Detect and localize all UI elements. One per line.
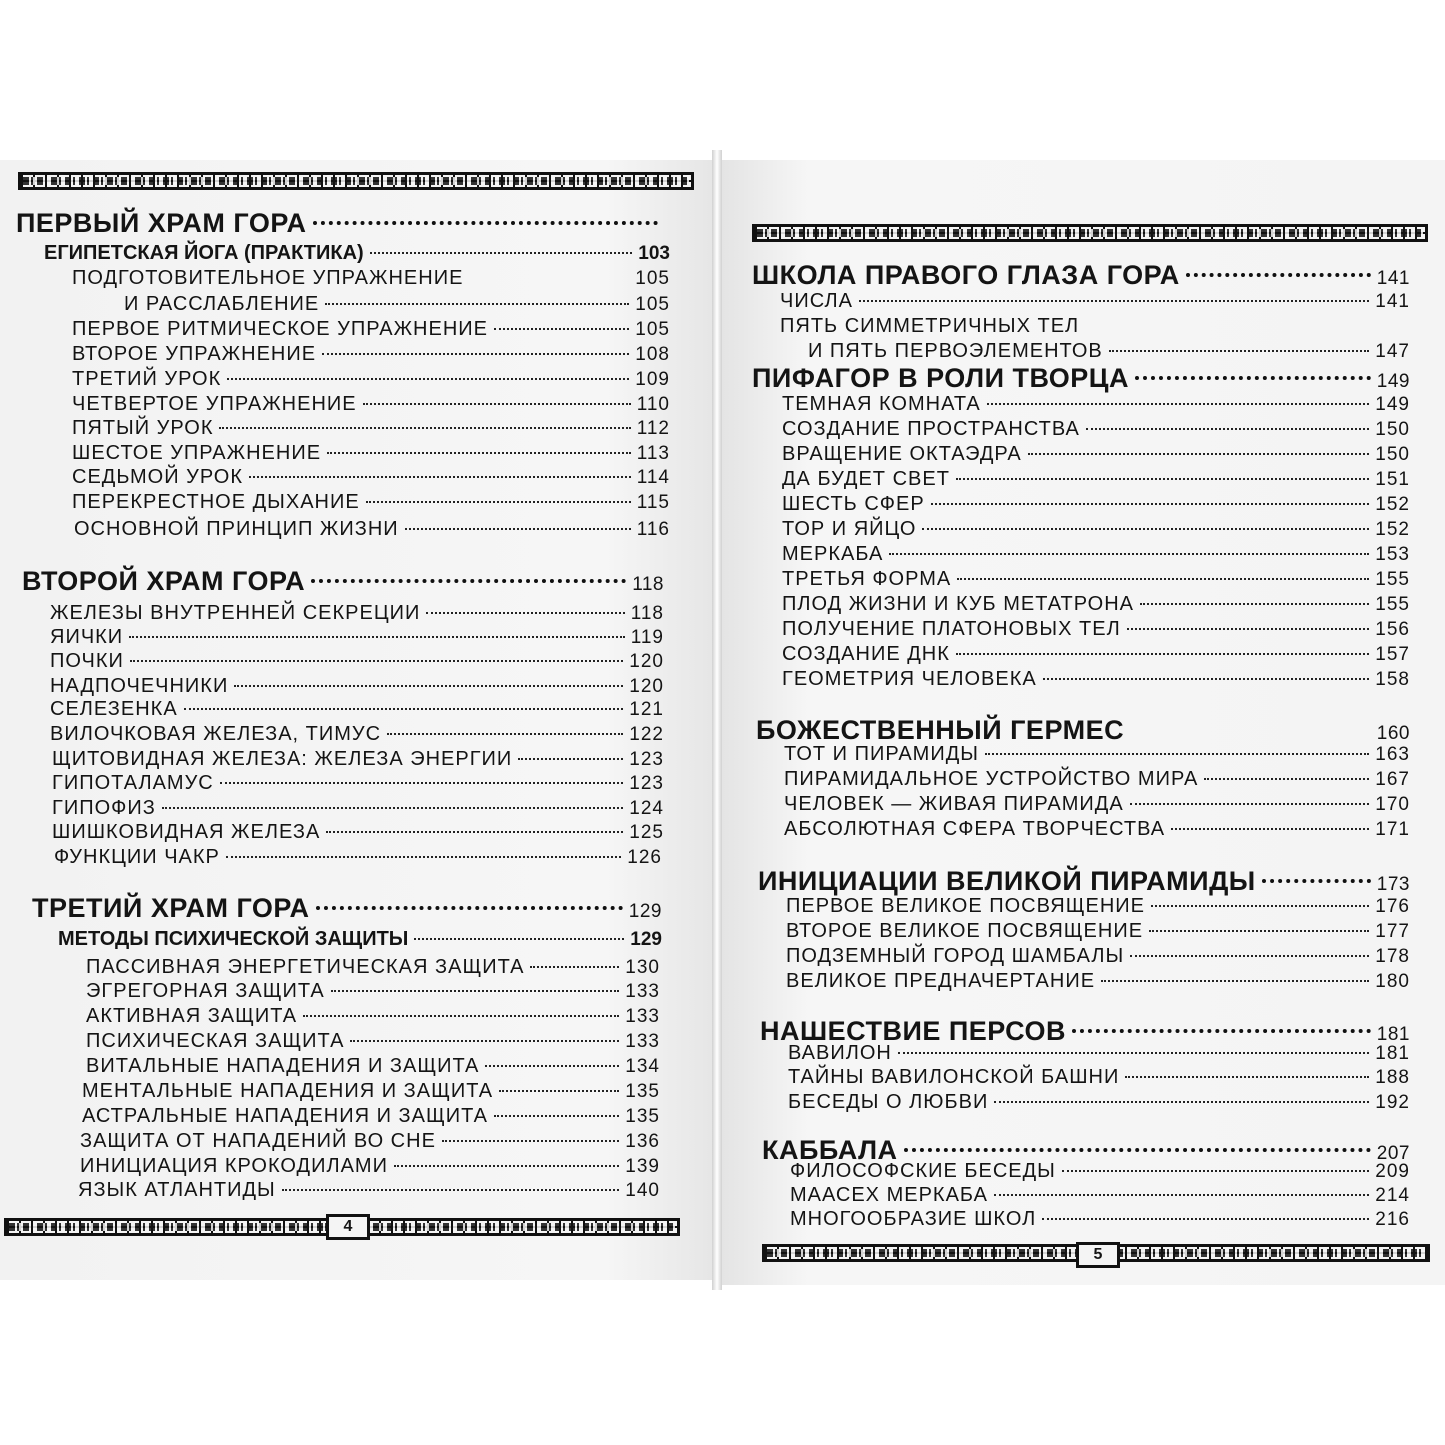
toc-entry-title: МААСЕХ МЕРКАБА — [790, 1184, 988, 1206]
toc-entry[interactable] — [74, 518, 670, 541]
toc-entry-title: МЕНТАЛЬНЫЕ НАПАДЕНИЯ И ЗАЩИТА — [82, 1080, 494, 1102]
toc-entry-title: АБСОЛЮТНАЯ СФЕРА ТВОРЧЕСТВА — [784, 818, 1166, 840]
toc-entry-page: 134 — [625, 1056, 660, 1077]
toc-entry-title: ПСИХИЧЕСКАЯ ЗАЩИТА — [86, 1030, 345, 1052]
toc-entry-title: ПЕРВЫЙ ХРАМ ГОРА — [16, 208, 307, 238]
toc-entry-title: ПЕРВОЕ РИТМИЧЕСКОЕ УПРАЖНЕНИЕ — [72, 318, 488, 340]
toc-entry[interactable] — [782, 618, 1410, 641]
toc-entry-title: ПЯТЬ СИММЕТРИЧНЫХ ТЕЛ — [780, 315, 1080, 337]
toc-entry[interactable] — [758, 866, 1410, 897]
toc-entry[interactable] — [786, 970, 1410, 993]
toc-entry[interactable] — [32, 893, 662, 924]
toc-entry[interactable] — [784, 768, 1410, 791]
toc-entry-page: 105 — [635, 268, 670, 289]
toc-entry-title: СЕЛЕЗЕНКА — [50, 698, 178, 720]
toc-entry-title: ЧЕТВЕРТОЕ УПРАЖНЕНИЕ — [72, 393, 357, 415]
toc-entry-page: 192 — [1375, 1092, 1410, 1113]
toc-entry[interactable] — [72, 442, 670, 465]
toc-entry[interactable] — [782, 668, 1410, 691]
toc-entry-title: ПЕРЕКРЕСТНОЕ ДЫХАНИЕ — [72, 491, 360, 513]
toc-entry-page: 114 — [636, 467, 670, 488]
toc-entry-title: И ПЯТЬ ПЕРВОЭЛЕМЕНТОВ — [808, 340, 1103, 362]
toc-entry[interactable] — [786, 920, 1410, 943]
toc-entry[interactable] — [72, 368, 670, 391]
toc-entry-title: МЕТОДЫ ПСИХИЧЕСКОЙ ЗАЩИТЫ — [58, 928, 409, 950]
toc-entry-page: 133 — [625, 1006, 660, 1027]
toc-entry-title: МНОГООБРАЗИЕ ШКОЛ — [790, 1208, 1037, 1230]
toc-entry-page: 207 — [1376, 1143, 1410, 1164]
toc-entry[interactable] — [72, 267, 670, 290]
toc-entry-page: 163 — [1375, 744, 1410, 765]
toc-entry-title: ТРЕТЬЯ ФОРМА — [782, 568, 952, 590]
toc-entry[interactable] — [124, 293, 670, 316]
toc-entry[interactable] — [782, 393, 1410, 416]
page-number: 5 — [1076, 1242, 1120, 1268]
toc-entry[interactable] — [86, 1055, 660, 1078]
toc-entry[interactable] — [80, 1130, 660, 1153]
toc-entry-page: 153 — [1375, 544, 1410, 565]
toc-entry-title: ВАВИЛОН — [788, 1042, 892, 1064]
toc-entry-title: ТАЙНЫ ВАВИЛОНСКОЙ БАШНИ — [788, 1066, 1120, 1088]
toc-entry-page: 178 — [1375, 946, 1410, 967]
toc-entry-page: 109 — [635, 369, 670, 390]
toc-entry-page: 118 — [630, 603, 664, 624]
toc-entry-title: ПОДЗЕМНЫЙ ГОРОД ШАМБАЛЫ — [786, 945, 1125, 967]
toc-entry-title: НАДПОЧЕЧНИКИ — [50, 675, 229, 697]
toc-entry[interactable] — [44, 242, 670, 265]
toc-entry-title: ПИФАГОР В РОЛИ ТВОРЦА — [752, 363, 1130, 393]
toc-entry[interactable] — [784, 743, 1410, 766]
toc-entry-title: ПИРАМИДАЛЬНОЕ УСТРОЙСТВО МИРА — [784, 768, 1199, 790]
toc-entry[interactable] — [788, 1042, 1410, 1065]
toc-entry-title: ПЕРВОЕ ВЕЛИКОЕ ПОСВЯЩЕНИЕ — [786, 895, 1145, 917]
toc-entry-title: ТОР И ЯЙЦО — [782, 518, 917, 540]
toc-entry[interactable] — [752, 363, 1410, 394]
toc-entry-page: 160 — [1376, 723, 1410, 744]
toc-entry[interactable] — [784, 818, 1410, 841]
toc-entry-page: 108 — [635, 344, 670, 365]
toc-entry[interactable] — [82, 1080, 660, 1103]
toc-entry-title: СОЗДАНИЕ ПРОСТРАНСТВА — [782, 418, 1080, 440]
toc-entry-page: 124 — [629, 798, 664, 819]
toc-entry[interactable] — [50, 723, 664, 746]
toc-entry-title: ЖЕЛЕЗЫ ВНУТРЕННЕЙ СЕКРЕЦИИ — [50, 602, 421, 624]
toc-entry[interactable] — [782, 443, 1410, 466]
toc-entry[interactable] — [784, 793, 1410, 816]
toc-entry[interactable] — [790, 1160, 1410, 1183]
toc-entry-page: 120 — [629, 651, 664, 672]
toc-entry-title: ЕГИПЕТСКАЯ ЙОГА (ПРАКТИКА) — [44, 242, 364, 264]
toc-entry-title: ЯИЧКИ — [50, 626, 124, 648]
toc-entry[interactable] — [786, 895, 1410, 918]
toc-entry-title: ШЕСТЬ СФЕР — [782, 493, 925, 515]
toc-entry-page: 173 — [1376, 874, 1410, 895]
toc-entry-page: 149 — [1376, 371, 1410, 392]
toc-entry-page: 140 — [625, 1180, 660, 1201]
toc-entry-title: АКТИВНАЯ ЗАЩИТА — [86, 1005, 298, 1027]
toc-entry-page: 188 — [1375, 1067, 1410, 1088]
toc-entry-title: ШЕСТОЕ УПРАЖНЕНИЕ — [72, 442, 322, 464]
page-number: 4 — [326, 1214, 370, 1240]
toc-entry-page: 120 — [629, 676, 664, 697]
toc-entry[interactable] — [72, 393, 670, 416]
toc-entry-title: АСТРАЛЬНЫЕ НАПАДЕНИЯ И ЗАЩИТА — [82, 1105, 488, 1127]
toc-entry[interactable] — [72, 466, 670, 489]
toc-entry[interactable] — [788, 1091, 1410, 1114]
toc-entry-page: 105 — [635, 319, 670, 340]
toc-entry-title: ТЕМНАЯ КОМНАТА — [782, 393, 981, 415]
toc-entry-title: КАББАЛА — [762, 1135, 898, 1165]
book-gutter — [712, 150, 722, 1290]
toc-entry-page: 181 — [1376, 1024, 1410, 1045]
toc-entry-title: ПОДГОТОВИТЕЛЬНОЕ УПРАЖНЕНИЕ — [72, 267, 464, 289]
toc-entry-page: 141 — [1376, 268, 1410, 289]
toc-entry-page: 158 — [1375, 669, 1410, 690]
toc-entry-title: ПЛОД ЖИЗНИ И КУБ МЕТАТРОНА — [782, 593, 1134, 615]
toc-entry[interactable] — [58, 928, 662, 951]
toc-entry-title: ПЯТЫЙ УРОК — [72, 417, 214, 439]
toc-entry[interactable] — [72, 343, 670, 366]
toc-entry-page: 181 — [1375, 1043, 1410, 1064]
toc-entry[interactable] — [82, 1105, 660, 1128]
toc-entry-title: ЯЗЫК АТЛАНТИДЫ — [78, 1179, 276, 1201]
toc-entry-page: 156 — [1375, 619, 1410, 640]
toc-entry-page: 180 — [1375, 971, 1410, 992]
toc-entry-title: ЭГРЕГОРНАЯ ЗАЩИТА — [86, 980, 325, 1002]
toc-entry-page: 150 — [1375, 444, 1410, 465]
toc-entry-title: ВИТАЛЬНЫЕ НАПАДЕНИЯ И ЗАЩИТА — [86, 1055, 480, 1077]
toc-entry-page: 170 — [1375, 794, 1410, 815]
toc-entry[interactable] — [790, 1184, 1410, 1207]
toc-entry-page: 125 — [629, 822, 664, 843]
toc-entry-page: 113 — [636, 443, 670, 464]
toc-entry[interactable] — [72, 417, 670, 440]
toc-entry-title: ЧИСЛА — [780, 290, 853, 312]
toc-entry-title: ПАССИВНАЯ ЭНЕРГЕТИЧЕСКАЯ ЗАЩИТА — [86, 956, 525, 978]
toc-entry-title: ГЕОМЕТРИЯ ЧЕЛОВЕКА — [782, 668, 1037, 690]
toc-entry-title: ГИПОТАЛАМУС — [52, 772, 214, 794]
toc-entry[interactable] — [16, 208, 664, 239]
toc-entry[interactable] — [782, 518, 1410, 541]
toc-entry-title: СЕДЬМОЙ УРОК — [72, 466, 243, 488]
toc-entry-page: 123 — [629, 749, 664, 770]
toc-entry[interactable] — [50, 675, 664, 698]
toc-entry-title: ТОТ И ПИРАМИДЫ — [784, 743, 979, 765]
toc-entry-title: МЕРКАБА — [782, 543, 884, 565]
toc-entry-title: ИНИЦИАЦИИ ВЕЛИКОЙ ПИРАМИДЫ — [758, 866, 1256, 896]
toc-entry-title: ГИПОФИЗ — [52, 797, 156, 819]
toc-entry-title: ВЕЛИКОЕ ПРЕДНАЧЕРТАНИЕ — [786, 970, 1096, 992]
toc-entry-page: 129 — [630, 929, 662, 950]
toc-entry-title: ФИЛОСОФСКИЕ БЕСЕДЫ — [790, 1160, 1056, 1182]
toc-entry-page: 209 — [1375, 1161, 1410, 1182]
toc-entry[interactable] — [72, 318, 670, 341]
toc-entry-page: 126 — [627, 847, 662, 868]
toc-entry-title: ФУНКЦИИ ЧАКР — [54, 846, 220, 868]
toc-entry-title: ТРЕТИЙ ХРАМ ГОРА — [32, 893, 310, 923]
toc-entry-title: ДА БУДЕТ СВЕТ — [782, 468, 950, 490]
toc-entry-page: 122 — [629, 724, 664, 745]
toc-entry-title: ВРАЩЕНИЕ ОКТАЭДРА — [782, 443, 1022, 465]
toc-entry-page: 121 — [629, 699, 664, 720]
toc-entry[interactable] — [782, 568, 1410, 591]
left-page — [0, 160, 712, 1280]
toc-entry-page: 151 — [1375, 469, 1410, 490]
toc-entry-page: 152 — [1375, 494, 1410, 515]
toc-entry-title: ПОЧКИ — [50, 650, 124, 672]
toc-entry-page: 116 — [636, 519, 670, 540]
toc-entry-title: БОЖЕСТВЕННЫЙ ГЕРМЕС — [756, 715, 1125, 745]
toc-entry[interactable] — [786, 945, 1410, 968]
toc-entry-title: ВТОРОЕ ВЕЛИКОЕ ПОСВЯЩЕНИЕ — [786, 920, 1144, 942]
toc-entry[interactable] — [782, 543, 1410, 566]
toc-entry[interactable] — [52, 821, 664, 844]
toc-entry-title: ИНИЦИАЦИЯ КРОКОДИЛАМИ — [80, 1155, 388, 1177]
toc-entry-page: 176 — [1375, 896, 1410, 917]
toc-entry-page: 123 — [629, 773, 664, 794]
toc-entry-page: 155 — [1375, 569, 1410, 590]
toc-entry-page: 214 — [1375, 1185, 1410, 1206]
toc-entry-title: ВИЛОЧКОВАЯ ЖЕЛЕЗА, ТИМУС — [50, 723, 382, 745]
toc-entry[interactable] — [86, 1030, 660, 1053]
toc-entry[interactable] — [782, 468, 1410, 491]
toc-entry[interactable] — [52, 797, 664, 820]
toc-entry-title: ЗАЩИТА ОТ НАПАДЕНИЙ ВО СНЕ — [80, 1130, 436, 1152]
toc-entry-page: 112 — [636, 418, 670, 439]
toc-entry-title: ЩИТОВИДНАЯ ЖЕЛЕЗА: ЖЕЛЕЗА ЭНЕРГИИ — [52, 748, 513, 770]
toc-entry-page: 177 — [1375, 921, 1410, 942]
toc-entry-title: ТРЕТИЙ УРОК — [72, 368, 222, 390]
greek-key-border-top — [752, 224, 1428, 242]
toc-entry-page: 171 — [1375, 819, 1410, 840]
toc-entry-page: 152 — [1375, 519, 1410, 540]
toc-entry[interactable] — [780, 290, 1410, 313]
toc-entry-page: 141 — [1375, 291, 1410, 312]
toc-entry[interactable] — [756, 715, 1410, 746]
toc-entry[interactable] — [782, 593, 1410, 616]
toc-entry-title: ШКОЛА ПРАВОГО ГЛАЗА ГОРА — [752, 260, 1180, 290]
toc-entry-title: ШИШКОВИДНАЯ ЖЕЛЕЗА — [52, 821, 321, 843]
toc-entry[interactable] — [52, 772, 664, 795]
toc-entry[interactable] — [54, 846, 662, 869]
toc-entry-page: 136 — [625, 1131, 660, 1152]
toc-entry-title: ВТОРОЕ УПРАЖНЕНИЕ — [72, 343, 317, 365]
toc-entry[interactable] — [72, 491, 670, 514]
toc-entry-page: 135 — [625, 1106, 660, 1127]
toc-entry-page: 119 — [630, 627, 664, 648]
toc-entry[interactable] — [50, 698, 664, 721]
toc-entry-title: СОЗДАНИЕ ДНК — [782, 643, 950, 665]
toc-entry-page: 115 — [636, 492, 670, 513]
toc-entry-page: 139 — [625, 1156, 660, 1177]
toc-entry[interactable] — [752, 260, 1410, 291]
greek-key-border-top — [18, 172, 694, 190]
toc-entry-page: 155 — [1375, 594, 1410, 615]
toc-entry[interactable] — [50, 602, 664, 625]
toc-entry[interactable] — [808, 340, 1410, 363]
toc-entry-title: И РАССЛАБЛЕНИЕ — [124, 293, 320, 315]
toc-entry[interactable] — [78, 1179, 660, 1202]
toc-entry-page: 103 — [638, 243, 670, 264]
toc-entry-page: 149 — [1375, 394, 1410, 415]
toc-entry[interactable] — [790, 1208, 1410, 1231]
toc-entry-title: ВТОРОЙ ХРАМ ГОРА — [22, 566, 306, 596]
toc-entry[interactable] — [86, 956, 660, 979]
toc-entry[interactable] — [86, 980, 660, 1003]
toc-entry-title: ЧЕЛОВЕК — ЖИВАЯ ПИРАМИДА — [784, 793, 1124, 815]
toc-entry[interactable] — [50, 650, 664, 673]
toc-entry-page: 147 — [1375, 341, 1410, 362]
toc-entry[interactable] — [80, 1155, 660, 1178]
toc-entry-page: 135 — [625, 1081, 660, 1102]
toc-entry[interactable] — [788, 1066, 1410, 1089]
toc-entry-page: 130 — [625, 957, 660, 978]
right-page — [722, 160, 1445, 1285]
toc-entry-title: НАШЕСТВИЕ ПЕРСОВ — [760, 1016, 1066, 1046]
toc-entry-page: 133 — [625, 981, 660, 1002]
toc-entry-page: 150 — [1375, 419, 1410, 440]
toc-entry-title: БЕСЕДЫ О ЛЮБВИ — [788, 1091, 989, 1113]
toc-entry[interactable] — [782, 643, 1410, 666]
toc-entry-page: 216 — [1375, 1209, 1410, 1230]
toc-entry[interactable] — [50, 626, 664, 649]
toc-entry-title: ОСНОВНОЙ ПРИНЦИП ЖИЗНИ — [74, 518, 399, 540]
toc-entry-page: 129 — [628, 901, 662, 922]
toc-entry-page: 118 — [632, 574, 664, 595]
toc-entry[interactable] — [782, 418, 1410, 441]
toc-entry-page: 133 — [625, 1031, 660, 1052]
toc-entry-page: 105 — [635, 294, 670, 315]
toc-entry[interactable] — [86, 1005, 660, 1028]
toc-entry-title: ПОЛУЧЕНИЕ ПЛАТОНОВЫХ ТЕЛ — [782, 618, 1121, 640]
toc-entry[interactable] — [52, 748, 664, 771]
toc-entry-page: 110 — [636, 394, 670, 415]
toc-entry-page: 167 — [1375, 769, 1410, 790]
toc-entry[interactable] — [782, 493, 1410, 516]
toc-entry[interactable] — [22, 566, 664, 597]
toc-entry-page: 157 — [1375, 644, 1410, 665]
